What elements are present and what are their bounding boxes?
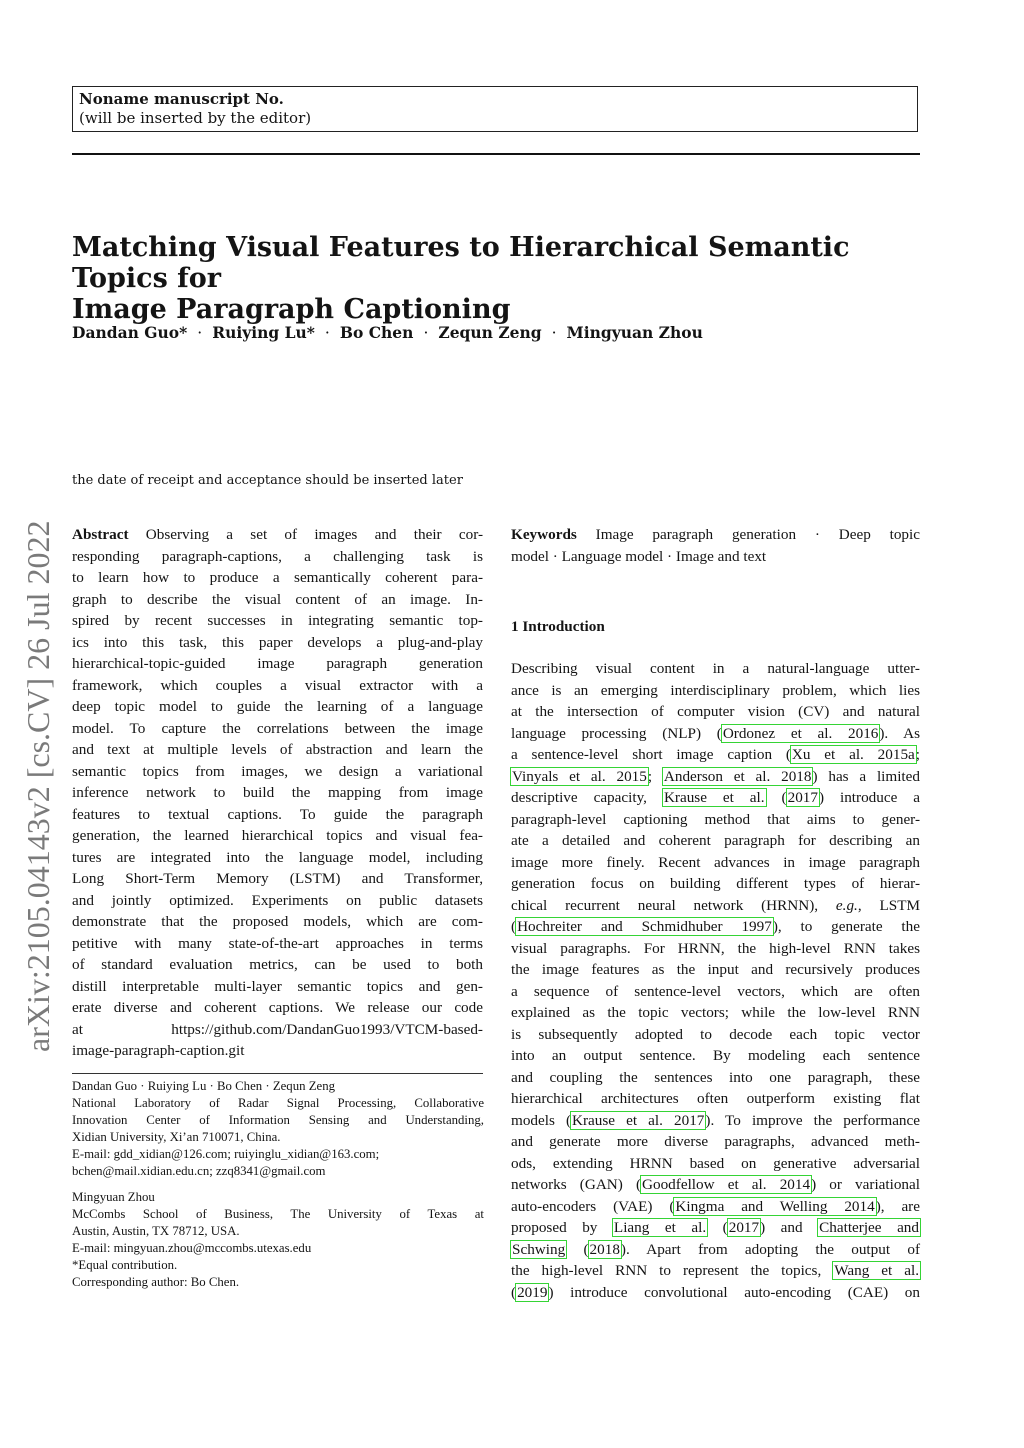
abstract-line: Long Short-Term Memory (LSTM) and Transformer, [72,870,483,887]
right-column [511,524,920,1303]
citation-link[interactable]: 2017 [787,789,818,806]
text: ), to generate the [772,918,920,935]
paper-title [72,232,932,325]
abstract-line: deep topic model to guide the learning of a language [72,698,483,715]
intro-line: ate a detailed and coherent paragraph for describing an [511,832,920,849]
intro-line [511,1174,920,1196]
abstract-text: Observing a set of images and their cor- [145,526,484,543]
abstract-line: ics into this task, this paper develops a plug-and-play [72,633,483,651]
intro-line [511,1196,920,1218]
intro-line: ods, extending HRNN based on generative adversarial [511,1154,920,1172]
abstract-line: graph to describe the visual content of an image. In- [72,590,483,608]
citation-link[interactable]: Ordonez et al. 2016 [722,724,879,742]
text: , LSTM [857,896,920,914]
intro-line: explained as the topic vectors; while the low-level RNN [511,1004,920,1021]
intro-line: image more finely. Recent advances in image paragraph [511,853,920,871]
text: ) introduce a [818,789,921,806]
abstract-line: inference network to build the mapping from image [72,784,483,801]
text: ), are [875,1197,920,1215]
text: descriptive capacity, [511,789,647,806]
abstract-line [72,524,483,546]
abstract-line: at https://github.com/DandanGuo1993/VTCM-based- [72,1020,483,1038]
abstract-line: erate diverse and coherent captions. We release our code [72,999,483,1016]
abstract-line: and text at multiple levels of abstraction and learn the [72,741,483,758]
author: Zequn Zeng [438,323,542,342]
text: ( [583,1240,589,1258]
author: Mingyuan Zhou [566,323,703,342]
affiliation-line: E-mail: mingyuan.zhou@mccombs.utexas.edu [72,1240,312,1255]
text: the high-level RNN to represent the topics, [511,1262,822,1279]
intro-line [511,723,920,745]
text: networks (GAN) ( [511,1176,642,1193]
abstract-line: generation, the learned hierarchical topics and visual fea- [72,827,483,844]
abstract-label: Abstract [72,526,129,543]
text: ( [511,1283,517,1301]
affiliation-line: Innovation Center of Information Sensing and Understanding, [72,1113,484,1128]
affiliation-line: Xidian University, Xi’an 710071, China. [72,1130,281,1145]
abstract-line: responding paragraph-captions, a challenging task is [72,547,483,565]
intro-line: and coupling the sentences into one paragraph, these [511,1068,920,1086]
author: Bo Chen [339,323,414,342]
keywords-text: Image paragraph generation · Deep topic [595,526,920,543]
intro-line: into an output sentence. By modeling each sentence [511,1047,920,1064]
abstract-line: to learn how to produce a semantically coherent para- [72,569,483,586]
intro-line: Describing visual content in a natural-language utter- [511,660,920,677]
intro-line: ance is an emerging interdisciplinary problem, which lies [511,681,920,699]
affiliation-line: bchen@mail.xidian.edu.cn; zzq8341@gmail.com [72,1164,326,1179]
text: ) and [760,1219,803,1236]
text: ). To improve the performance [705,1111,921,1129]
intro-line: visual paragraphs. For HRNN, the high-level RNN takes [511,939,920,957]
text: models ( [511,1111,572,1129]
affiliations [72,1078,484,1291]
author: Dandan Guo* [72,323,188,342]
text: ). As [879,724,920,742]
text: ) or variational [811,1176,920,1193]
abstract-line: semantic topics from images, we design a variational [72,762,483,780]
intro-line [511,1239,920,1261]
section-heading: 1 Introduction [511,618,605,635]
intro-line [511,895,920,917]
intro-line [511,744,920,766]
editor-box [72,86,918,132]
author-list [72,323,932,343]
author-separator: · [423,324,429,342]
affiliation-line: National Laboratory of Radar Signal Processing, Collaborative [72,1096,484,1111]
intro-line: a sequence of sentence-level vectors, which are often [511,982,920,1000]
text: proposed by [511,1219,598,1236]
keywords-line [511,524,920,546]
abstract-line: of standard evaluation metrics, can be used to both [72,956,483,973]
text: ) introduce convolutional auto-encoding (CAE) on [548,1283,920,1301]
receipt-note: the date of receipt and acceptance should be inserted later [72,473,463,488]
citation-link[interactable]: Chatterjee and [819,1219,919,1236]
abstract [72,524,483,1062]
intro-line: and generate more diverse paragraphs, advanced meth- [511,1133,920,1150]
affiliation-line: *Equal contribution. [72,1257,178,1272]
affiliation-line: Dandan Guo · Ruiying Lu · Bo Chen · Zequn Zeng [72,1079,335,1093]
intro-line: generation focus on building different types of hierar- [511,875,920,892]
editor-note: (will be inserted by the editor) [79,109,312,127]
citation-link[interactable]: Vinyals et al. 2015 [512,767,647,785]
affiliation-line: Corresponding author: Bo Chen. [72,1275,240,1290]
abstract-line: and jointly optimized. Experiments on public datasets [72,891,483,909]
abstract-line: petitive with many state-of-the-art approaches in terms [72,934,483,952]
manuscript-label: Noname manuscript No. [79,90,284,108]
citation-link[interactable]: Xu et al. 2015a [791,746,915,763]
author-separator: · [324,324,330,342]
text: e.g. [835,896,858,914]
arxiv-identifier: arXiv:2105.04143v2 [cs.CV] 26 Jul 2022 [20,520,56,1052]
intro-line [511,787,920,809]
citation-link[interactable]: Anderson et al. 2018 [663,767,812,785]
abstract-line: framework, which couples a visual extractor with a [72,676,483,694]
citation-link[interactable]: Kingma and Welling 2014 [675,1197,875,1215]
abstract-line: distill interpretable multi-layer semantic topics and gen- [72,977,483,995]
citation-link[interactable]: Schwing [512,1240,566,1258]
intro-line [511,766,920,788]
abstract-line: features to textual captions. To guide the paragraph [72,805,483,823]
intro-line [511,916,920,938]
text: ). Apart from adopting the output of [620,1240,921,1258]
citation-link[interactable]: Goodfellow et al. 2014 [642,1176,811,1193]
affiliation-line: E-mail: gdd_xidian@126.com; ruiyinglu_xidian@163.com; [72,1147,380,1162]
author-separator: · [551,324,557,342]
intro-line: hierarchical architectures often outperform existing flat [511,1090,920,1107]
affiliation-line: Mingyuan Zhou [72,1189,155,1204]
intro-line [511,1217,920,1239]
abstract-line: hierarchical-topic-guided image paragraph generation [72,655,483,672]
intro-line [511,1260,920,1282]
text: ( [722,1219,728,1236]
text: ( [511,918,517,935]
intro-line: paragraph-level captioning method that aims to gener- [511,810,920,828]
title-line-2: Image Paragraph Captioning [72,294,511,325]
text: chical recurrent neural network (HRNN), [511,896,819,914]
intro-line [511,1110,920,1132]
footnote-rule [72,1073,483,1074]
citation-link[interactable]: Krause et al. 2017 [572,1111,705,1129]
citation-link[interactable]: 2019 [517,1283,548,1301]
intro-line: is subsequently adopted to decode each topic vector [511,1025,920,1043]
keywords-label: Keywords [511,526,577,543]
header-rule [72,153,920,155]
abstract-line: spired by recent successes in integrating semantic top- [72,612,483,629]
text: a sentence-level short image caption ( [511,746,791,763]
intro-line: at the intersection of computer vision (CV) and natural [511,703,920,720]
author: Ruiying Lu* [212,323,315,342]
citation-link[interactable]: Liang et al. [613,1219,707,1236]
text: ; [915,746,921,763]
abstract-line: demonstrate that the proposed models, which are com- [72,913,483,930]
citation-link[interactable]: Krause et al. [663,789,765,806]
affiliation-line: Austin, Austin, TX 78712, USA. [72,1223,240,1238]
citation-link[interactable]: Wang et al. [834,1262,920,1279]
intro-line [511,1282,920,1304]
text: language processing (NLP) ( [511,724,722,742]
intro-line: the image features as the input and recursively produces [511,961,920,978]
abstract-line: model. To capture the correlations between the image [72,719,483,737]
text: auto-encoders (VAE) ( [511,1197,675,1215]
citation-link[interactable]: 2017 [728,1219,760,1236]
citation-link[interactable]: 2018 [589,1240,620,1258]
text: ) has a limited [812,767,920,785]
citation-link[interactable]: Hochreiter and Schmidhuber 1997 [517,918,772,935]
text: ( [781,789,787,806]
abstract-line: tures are integrated into the language model, including [72,848,483,866]
author-separator: · [197,324,203,342]
affiliation-line: McCombs School of Business, The University of Texas at [72,1206,484,1221]
keywords-line: model · Language model · Image and text [511,547,767,565]
text: ; [647,767,653,785]
title-line-1: Matching Visual Features to Hierarchical Semantic Topics for [72,232,850,294]
abstract-line: image-paragraph-caption.git [72,1042,245,1059]
